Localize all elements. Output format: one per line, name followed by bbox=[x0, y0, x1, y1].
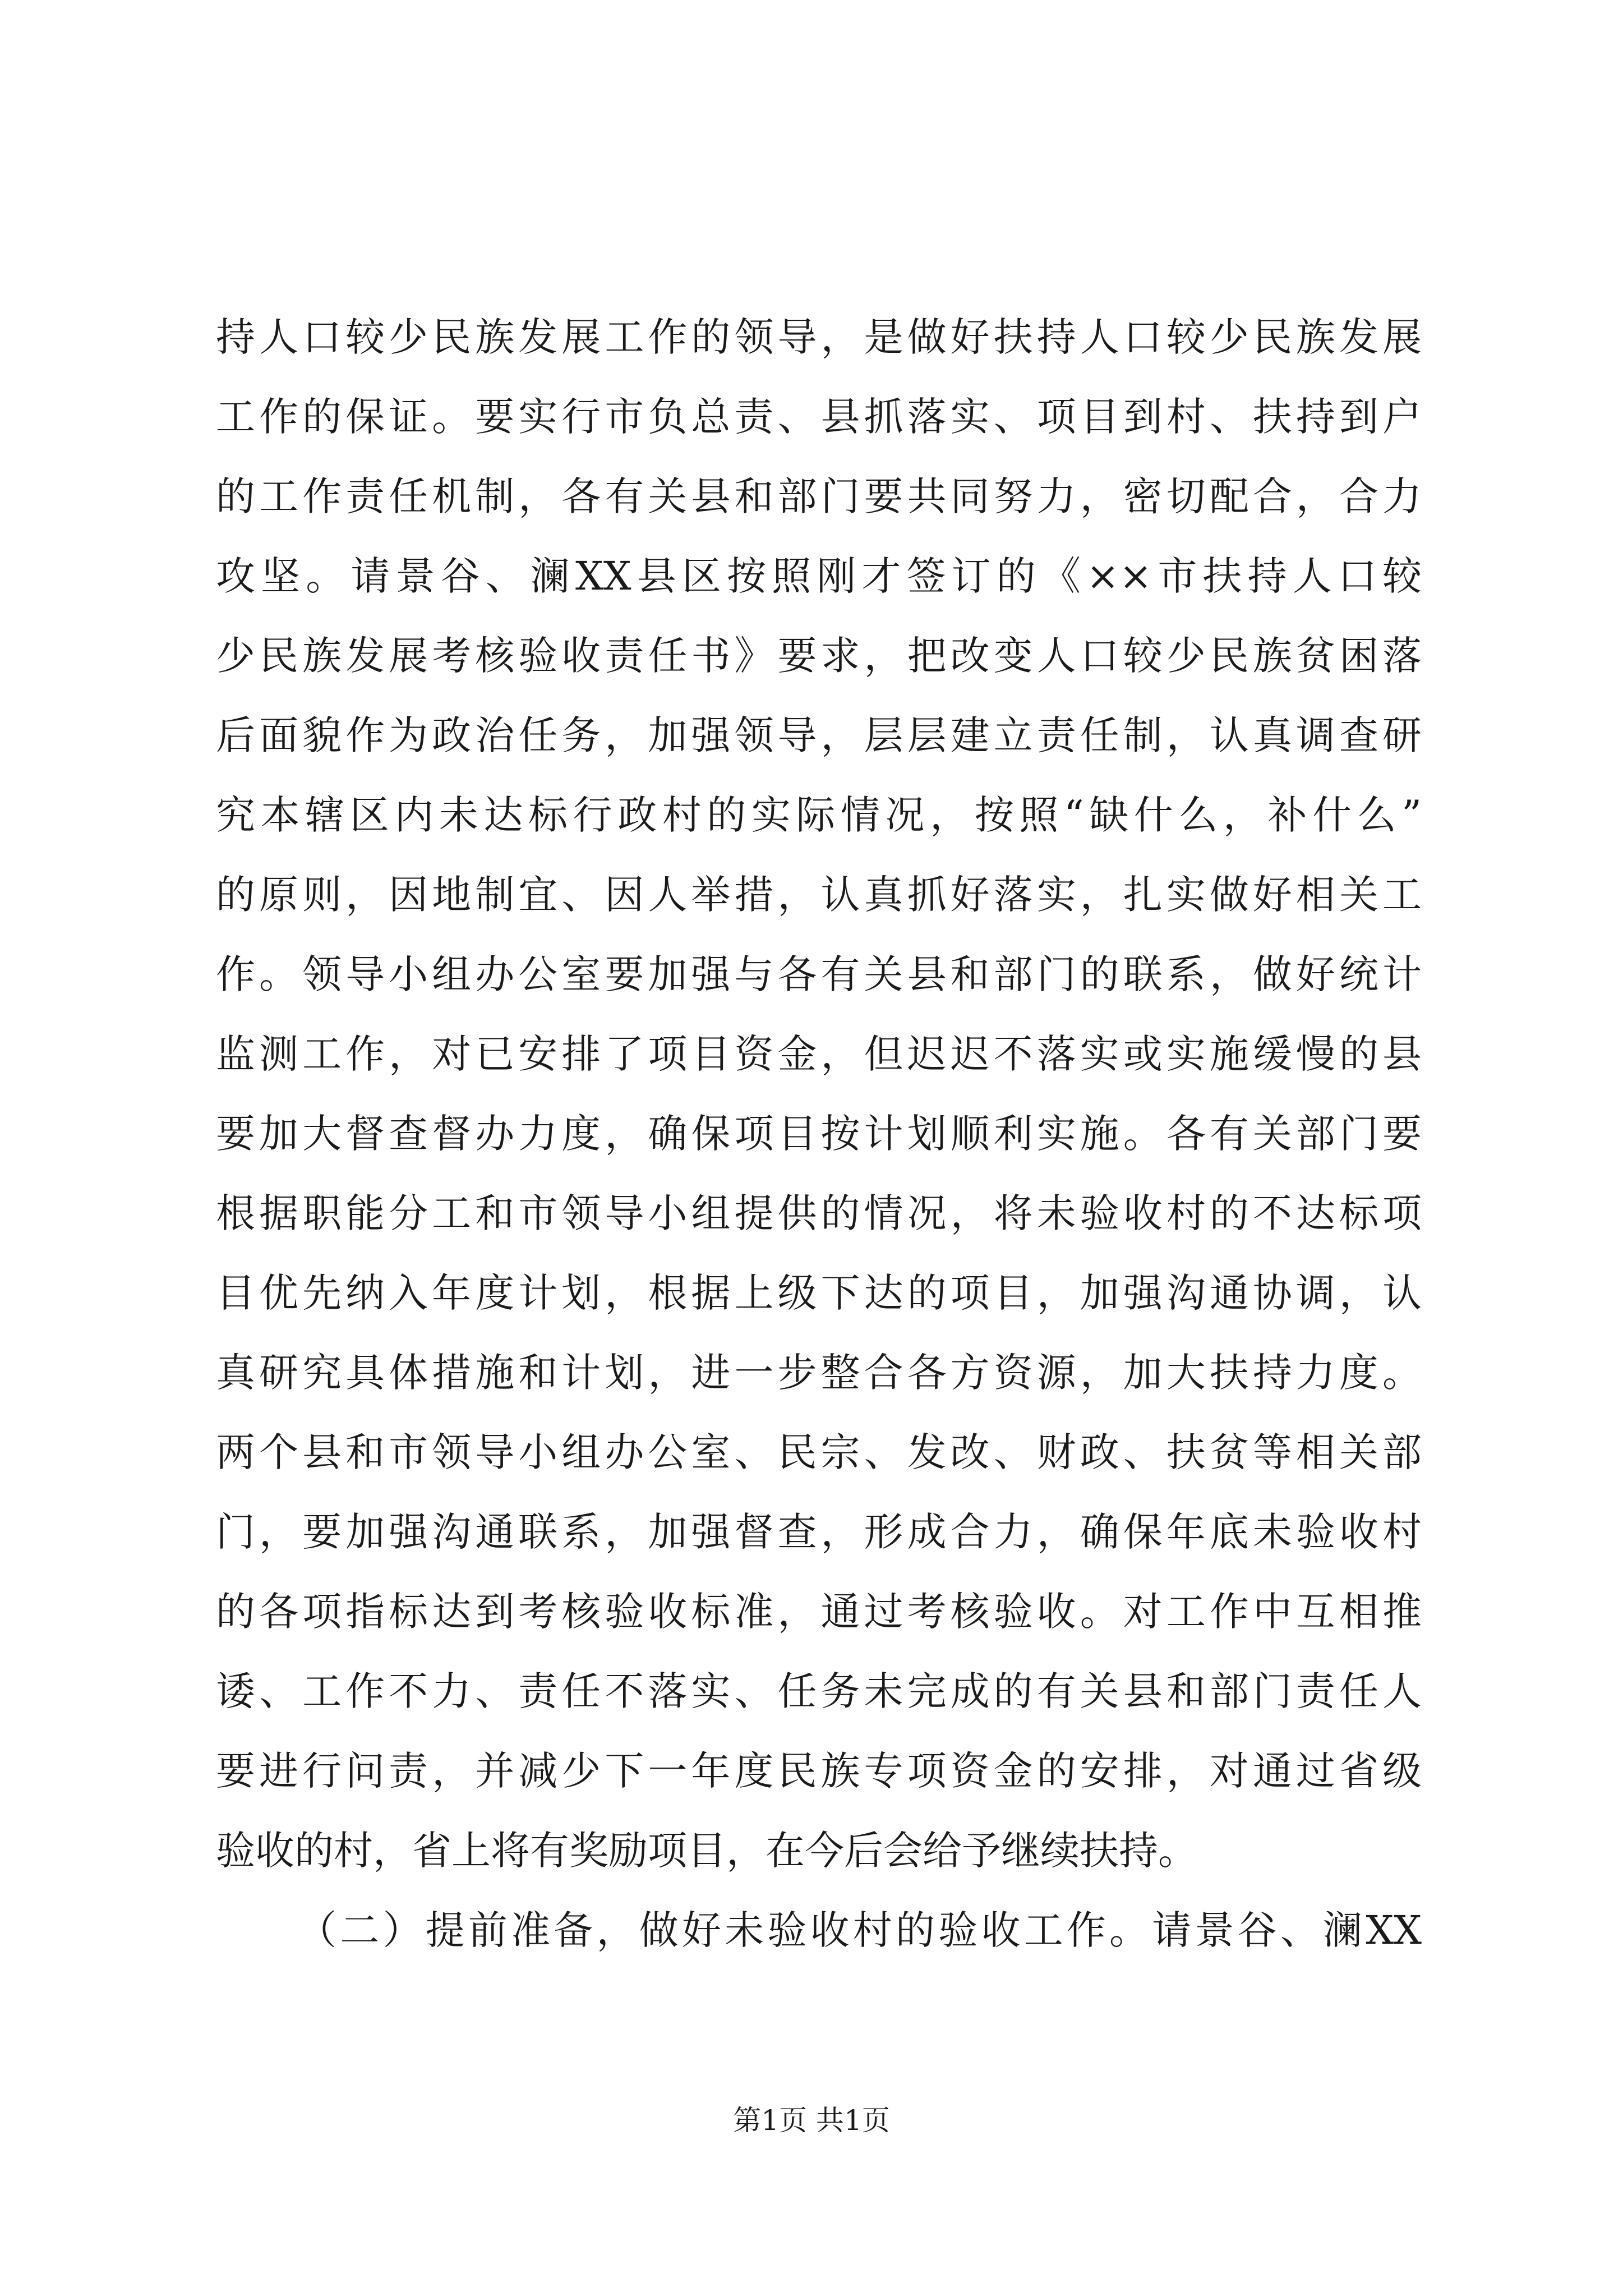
paragraph-line: 工作的保证。要实行市负总责、县抓落实、项目到村、扶持到户 bbox=[216, 394, 1422, 440]
paragraph-line: 目优先纳入年度计划，根据上级下达的项目，加强沟通协调，认 bbox=[216, 1270, 1422, 1316]
page-footer: 第1页 共1页 bbox=[733, 2104, 890, 2137]
paragraph-line: 攻坚。请景谷、澜XX县区按照刚才签订的《××市扶持人口较 bbox=[216, 553, 1422, 599]
paragraph-line: 的原则，因地制宜、因人举措，认真抓好落实，扎实做好相关工 bbox=[216, 872, 1422, 918]
paragraph-line: 两个县和市领导小组办公室、民宗、发改、财政、扶贫等相关部 bbox=[216, 1429, 1422, 1475]
paragraph-line-last: 验收的村，省上将有奖励项目，在今后会给予继续扶持。 bbox=[216, 1828, 1197, 1874]
paragraph-line: 的工作责任机制，各有关县和部门要共同努力，密切配合，合力 bbox=[216, 473, 1422, 519]
paragraph-line: 诿、工作不力、责任不落实、任务未完成的有关县和部门责任人 bbox=[216, 1668, 1422, 1714]
paragraph-line: 后面貌作为政治任务，加强领导，层层建立责任制，认真调查研 bbox=[216, 712, 1422, 758]
paragraph-line: 根据职能分工和市领导小组提供的情况，将未验收村的不达标项 bbox=[216, 1190, 1422, 1236]
paragraph-line: 真研究具体措施和计划，进一步整合各方资源，加大扶持力度。 bbox=[216, 1350, 1422, 1396]
paragraph-line: 少民族发展考核验收责任书》要求，把改变人口较少民族贫困落 bbox=[216, 633, 1422, 679]
paragraph-line: 监测工作，对已安排了项目资金，但迟迟不落实或实施缓慢的县 bbox=[216, 1031, 1422, 1077]
section-heading-line: （二）提前准备，做好未验收村的验收工作。请景谷、澜XX bbox=[297, 1907, 1422, 1953]
document-body bbox=[216, 297, 1422, 1970]
paragraph-line: 究本辖区内未达标行政村的实际情况，按照“缺什么，补什么” bbox=[216, 792, 1422, 838]
paragraph-line: 持人口较少民族发展工作的领导，是做好扶持人口较少民族发展 bbox=[216, 314, 1422, 360]
paragraph-line: 门，要加强沟通联系，加强督查，形成合力，确保年底未验收村 bbox=[216, 1509, 1422, 1555]
paragraph-line: 作。领导小组办公室要加强与各有关县和部门的联系，做好统计 bbox=[216, 951, 1422, 997]
paragraph-line: 要加大督查督办力度，确保项目按计划顺利实施。各有关部门要 bbox=[216, 1111, 1422, 1157]
paragraph-line: 要进行问责，并减少下一年度民族专项资金的安排，对通过省级 bbox=[216, 1748, 1422, 1794]
paragraph-line: 的各项指标达到考核验收标准，通过考核验收。对工作中互相推 bbox=[216, 1589, 1422, 1635]
